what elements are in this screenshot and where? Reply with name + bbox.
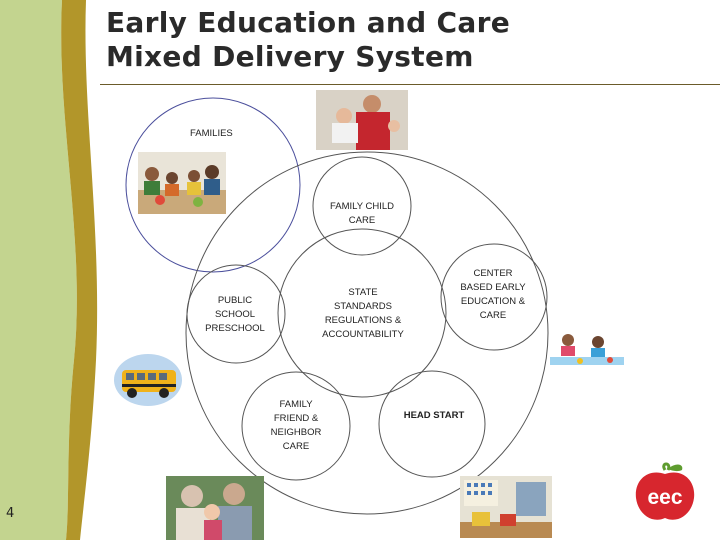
parent-child-photo [316, 90, 408, 150]
head-start-circle [379, 371, 485, 477]
school-bus-icon [112, 350, 184, 408]
eec-logo-text: eec [647, 486, 683, 509]
ffn-care-label: FAMILY FRIEND & NEIGHBOR CARE [270, 399, 322, 452]
grandparents-photo [166, 476, 264, 540]
title-line-1: Early Education and Care [106, 6, 510, 39]
families-label: FAMILIES [190, 128, 233, 139]
state-standards-label: STATE STANDARDS REGULATIONS & ACCOUNTABILITY [322, 287, 404, 340]
page-number: 4 [6, 506, 15, 521]
public-school-label: PUBLIC SCHOOL PRESCHOOL [205, 295, 265, 334]
family-photo [138, 152, 226, 214]
classroom-photo [460, 476, 552, 538]
children-classroom-photo [550, 330, 624, 366]
title-line-2: Mixed Delivery System [106, 40, 474, 73]
family-child-care-label: FAMILY CHILD CARE [329, 201, 395, 226]
eec-logo [632, 460, 698, 526]
center-based-label: CENTER BASED EARLY EDUCATION & CARE [460, 268, 526, 321]
head-start-label: HEAD START [403, 410, 465, 421]
